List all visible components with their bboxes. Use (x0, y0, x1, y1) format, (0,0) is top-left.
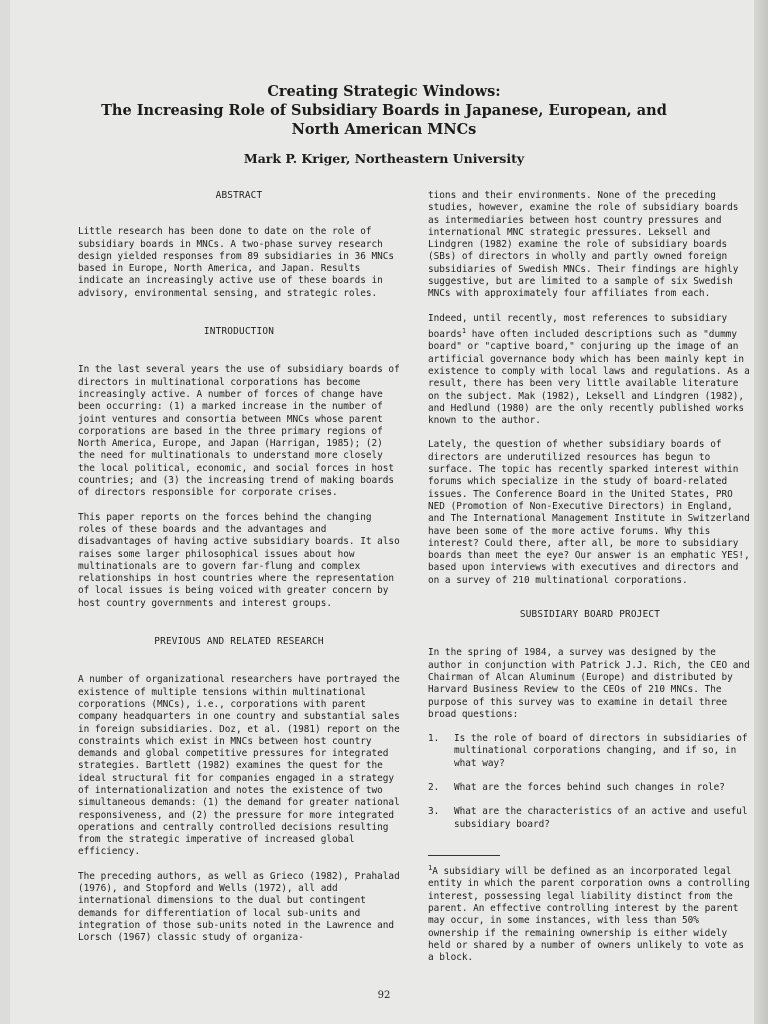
previous-research-paragraph-2: The preceding authors, as well as Grieco (1982), Prahalad (1976), and Stopford and Wells (1972), all add international dimensions to the dual but contingent demands for differentiation of local sub-units and integration of those sub-units noted in the Lawrence and Lorsch (1967) classic study of organiza- (78, 870, 400, 944)
left-column (78, 190, 400, 957)
paper-title-line-3: North American MNCs (291, 121, 477, 138)
abstract-heading: ABSTRACT (215, 190, 263, 201)
indeed-text-start: Indeed, until recently, most references to subsidiary boards (428, 312, 728, 341)
previous-research-paragraph-1: A number of organizational researchers have portrayed the existence of multiple tensions within multinational corporations (MNCs), i.e., corporations with parent company headquarters in one country and substantial sales in foreign subsidiaries. Doz, et al. (1981) report on the constraints which exist in MNCs between host country demands and global competitive pressures for integrated strategies. Bartlett (1982) examines the quest for the ideal structural fit for companies engaged in a strategy of internationalization and notes the existence of two simultaneous demands: (1) the demand for greater national responsiveness, and (2) the pressure for more integrated operations and centrally controlled decisions resulting from the strategic imperative of increased global efficiency. (78, 674, 400, 858)
question-number: 3. (428, 806, 440, 818)
question-item (428, 733, 752, 770)
question-item (428, 806, 752, 831)
spring-paragraph: In the spring of 1984, a survey was designed by the author in conjunction with Patrick J.J. Rich, the CEO and Chairman of Alcan Aluminum (Europe) and distributed by Harvard Business Review to the CEOs of 210 MNCs. The purpose of this survey was to examine in detail three broad questions: (428, 647, 750, 720)
footnote (428, 862, 752, 965)
continued-paragraph: tions and their environments. None of the preceding studies, however, examine the role of subsidiary boards as intermediaries between host country pressures and international MNC strategic pressures. Leksell and Lindgren (1982) examine the role of subsidiary boards (SBs) of directors in wholly and partly owned foreign subsidiaries of Swedish MNCs. Their findings are highly suggestive, but are limited to a sample of six Swedish MNCs with approximately four affiliates from each. (428, 190, 739, 300)
indeed-text-rest: have often included descriptions such as "dummy board" or "captive board," conjuring up the image of an artificial governance body which has been mainly kept in existence to comply with local laws and regulations. As a result, there has been very little available literature on the subject. Mak (1982), Leksell and Lindgren (1982), and Hedlund (1980) are the only recently published works known to the author. (428, 329, 750, 427)
question-number: 1. (428, 733, 440, 745)
indeed-paragraph (428, 313, 752, 428)
paper-title-line-1: Creating Strategic Windows: (267, 83, 501, 100)
footnote-reference: 1 (461, 326, 467, 335)
questions-list (428, 733, 752, 831)
introduction-paragraph-1: In the last several years the use of subsidiary boards of directors in multinational corporations has become increasingly active. A number of forces of change have been occurring: (1) a marked increase in the number of joint ventures and consortia between MNCs whose parent corporations are based in the three primary regions of North America, Europe, and Japan (Harrigan, 1985); (2) the need for multinationals to understand more closely the local political, economic, and social forces in host countries; and (3) the increasing trend of making boards of directors responsible for corporate crises. (78, 364, 400, 499)
question-text: What are the forces behind such changes in role? (454, 782, 725, 793)
previous-research-heading: PREVIOUS AND RELATED RESEARCH (154, 636, 324, 648)
question-item (428, 782, 752, 794)
question-text: Is the role of board of directors in subsidiaries of multinational corporations changing, and if so, in what way? (454, 733, 748, 769)
footnote-rule (428, 855, 500, 856)
paper-header (80, 82, 688, 166)
question-number: 2. (428, 782, 440, 793)
page-edge-shadow (754, 0, 768, 1024)
page-number: 92 (377, 990, 391, 1001)
paper-author: Mark P. Kriger, Northeastern University (243, 151, 525, 166)
paper-title-line-2: The Increasing Role of Subsidiary Boards in Japanese, European, and (101, 102, 667, 119)
subsidiary-board-project-heading: SUBSIDIARY BOARD PROJECT (519, 609, 661, 621)
introduction-heading: INTRODUCTION (203, 326, 275, 338)
lately-paragraph: Lately, the question of whether subsidiary boards of directors are underutilized resources has begun to surface. The topic has recently sparked interest within forums which specialize in the study of board-related issues. The Conference Board in the United States, PRO NED (Promotion of Non-Executive Directors) in England, and The International Management Institute in Switzerland have been some of the more active forums. Why this interest? Could there, after all, be more to subsidiary boards than meet the eye? Our answer is an emphatic YES!, based upon interviews with executives and directors and on a survey of 210 multinational corporations. (428, 439, 750, 586)
question-text: What are the characteristics of an active and useful subsidiary board? (454, 806, 748, 830)
right-column (428, 190, 752, 976)
footnote-text: A subsidiary will be defined as an incorporated legal entity in which the parent corporation owns a controlling interest, possessing legal liability distinct from the parent. An effective controlling interest by the parent may occur, in some instances, with less than 50% ownership if the remaining ownership is either widely held or shared by a number of owners unlikely to vote as a block. (428, 866, 750, 964)
abstract-text: Little research has been done to date on the role of subsidiary boards in MNCs. A two-phase survey research design yielded responses from 89 subsidiaries in 36 MNCs based in Europe, North America, and Japan. Results indicate an increasingly active use of these boards in advisory, environmental sensing, and strategic roles. (78, 226, 395, 299)
introduction-paragraph-2: This paper reports on the forces behind the changing roles of these boards and the advantages and disadvantages of having active subsidiary boards. It also raises some larger philosophical issues about how multinationals are to govern far-flung and complex relationships in host countries where the representation of local issues is being voiced with greater concern by host country governments and interest groups. (78, 511, 400, 609)
footnote-mark: 1 (428, 863, 433, 872)
